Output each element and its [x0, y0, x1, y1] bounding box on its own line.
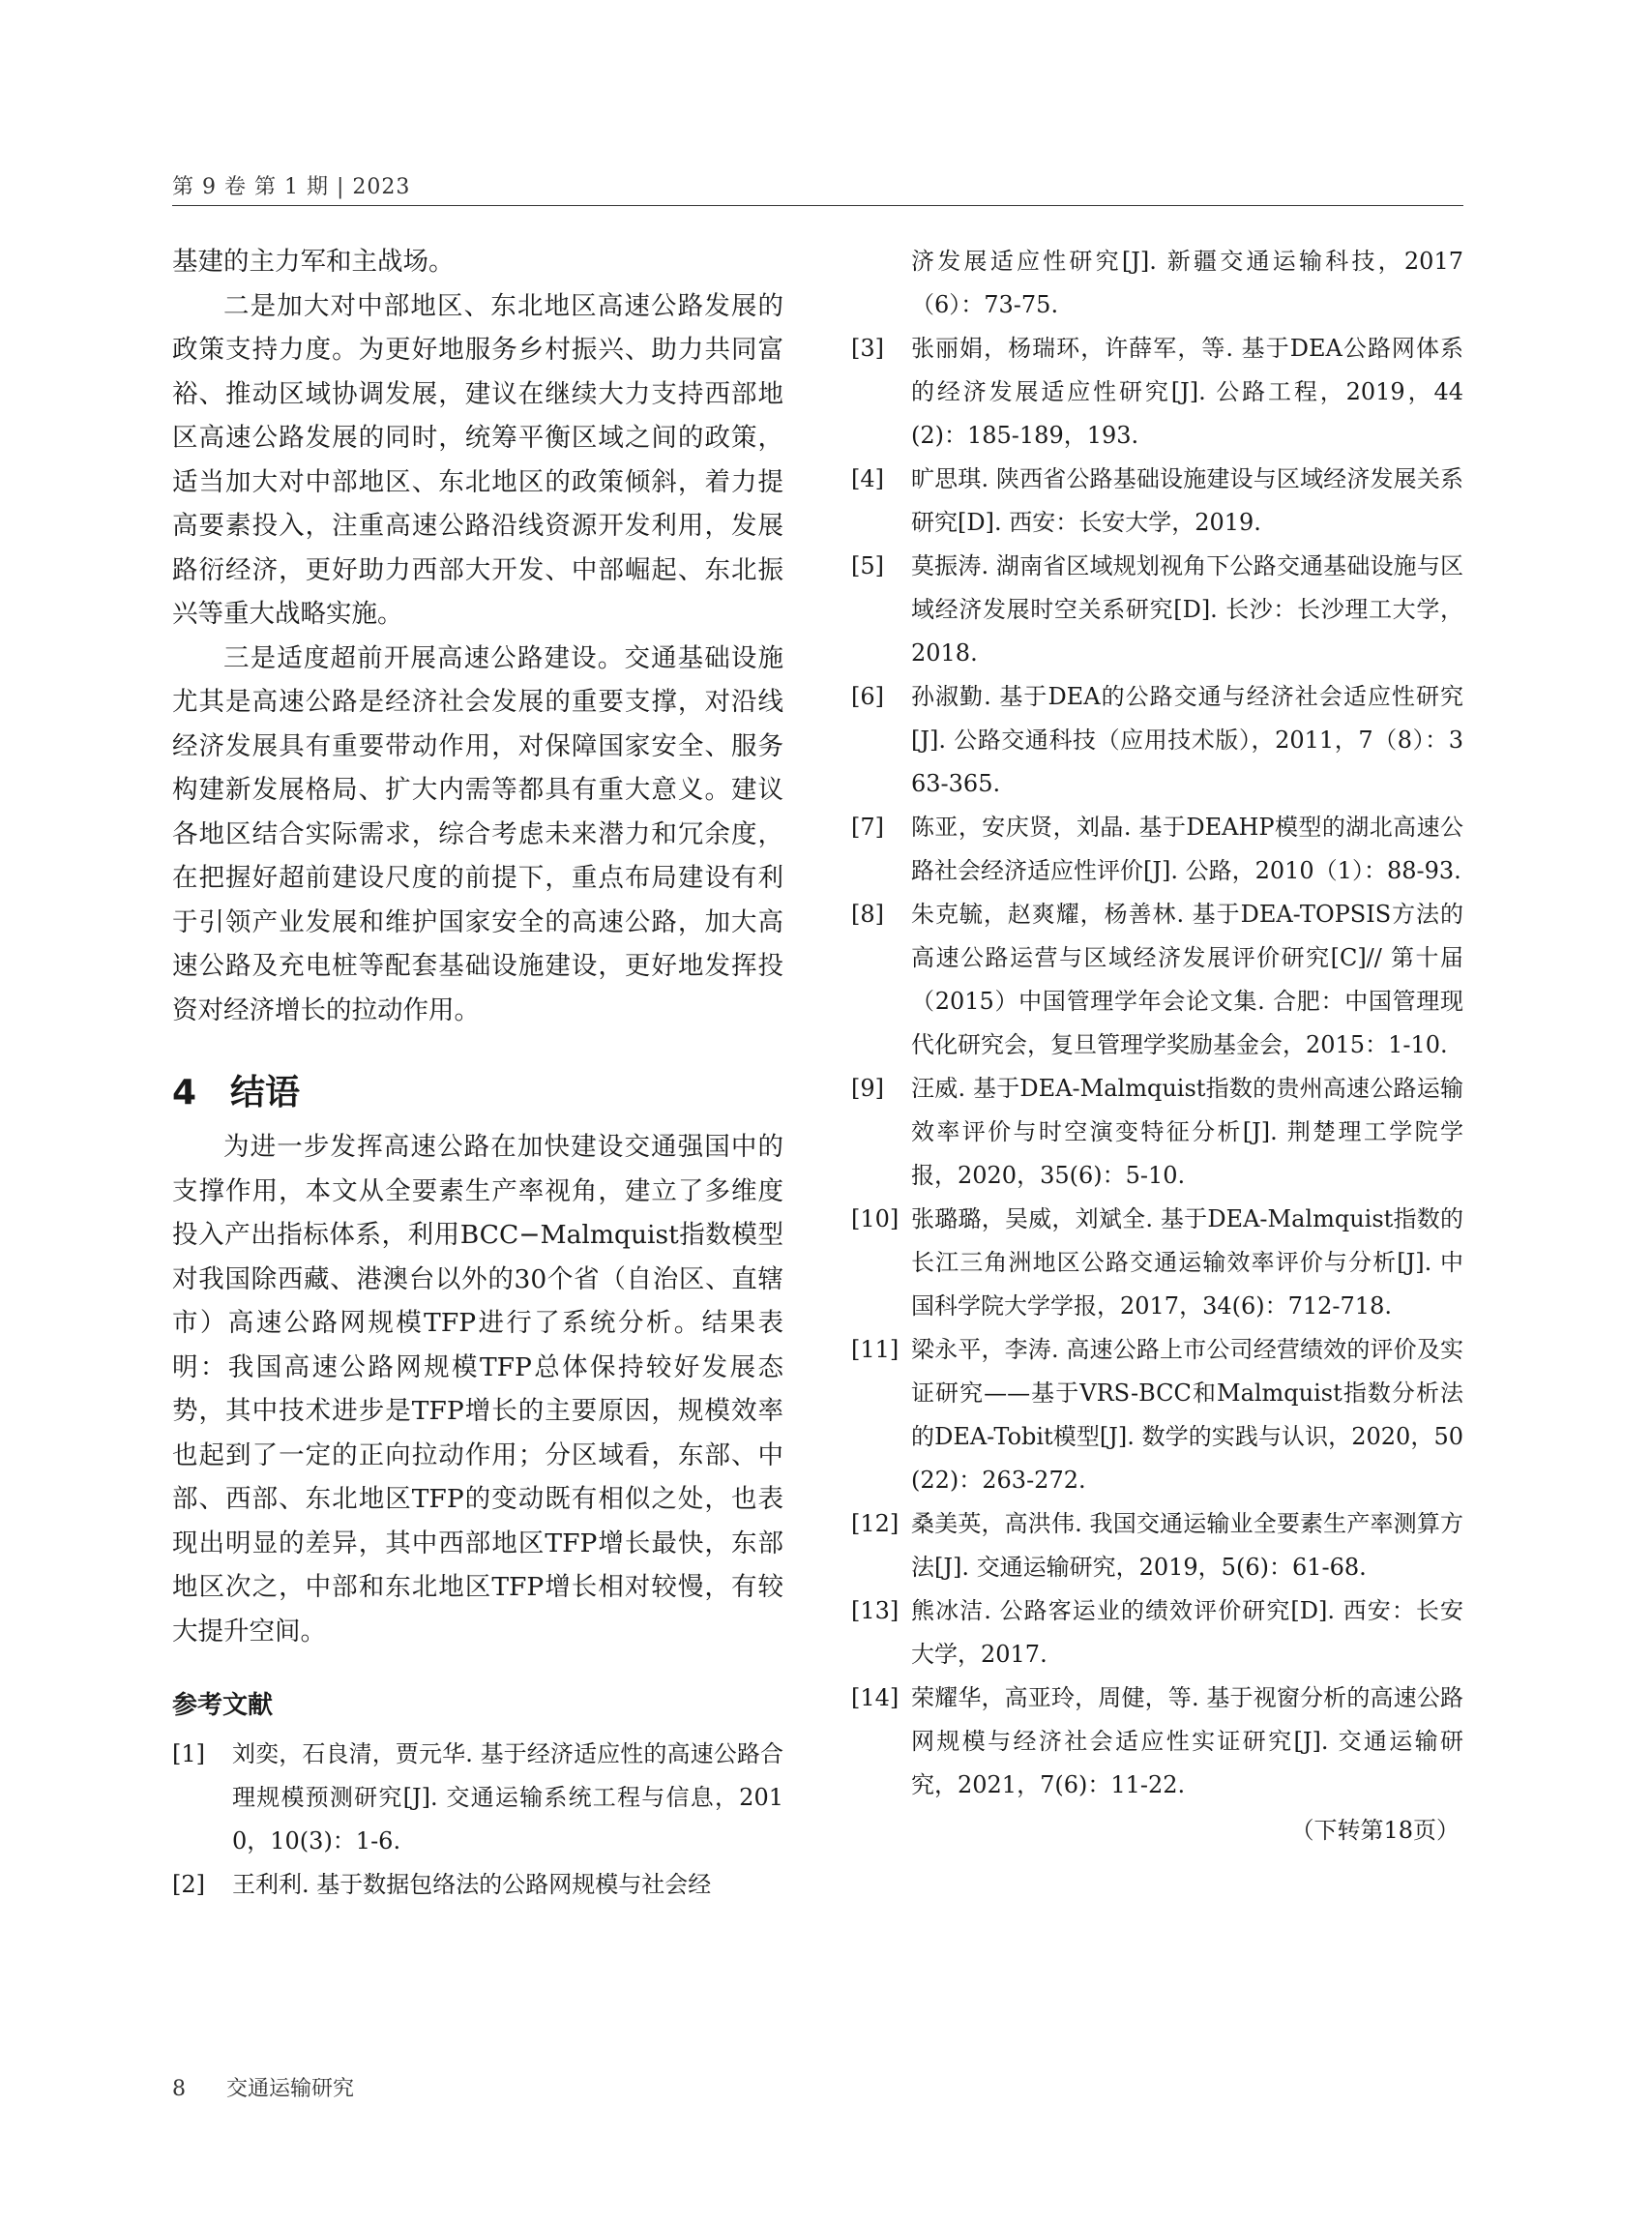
- reference-number: [12]: [851, 1510, 900, 1537]
- reference-number: [6]: [851, 683, 884, 710]
- reference-continuation: 济发展适应性研究[J]. 新疆交通运输科技，2017（6）：73-75.: [911, 248, 1463, 318]
- reference-item: [851, 545, 1463, 675]
- reference-number: [1]: [172, 1740, 205, 1767]
- body-paragraph: 基建的主力军和主战场。: [172, 247, 455, 277]
- reference-list: [172, 1733, 783, 1907]
- reference-number: [7]: [851, 814, 884, 841]
- reference-text: 梁永平，李涛. 高速公路上市公司经营绩效的评价及实证研究——基于VRS-BCC和Malmquist指数分析法的DEA-Tobit模型[J]. 数学的实践与认识，2020，50(22)：263-272.: [911, 1336, 1463, 1494]
- reference-item: [172, 1863, 783, 1907]
- reference-item: [851, 1502, 1463, 1589]
- reference-text: 朱克毓，赵爽耀，杨善林. 基于DEA-TOPSIS方法的高速公路运营与区域经济发展评价研究[C]// 第十届（2015）中国管理学年会论文集. 合肥：中国管理现代化研究会，复旦管理学奖励基金会，2015：1-10.: [911, 901, 1463, 1058]
- journal-name: 交通运输研究: [226, 2077, 355, 2101]
- reference-text: 张丽娟，杨瑞环，许薛军，等. 基于DEA公路网体系的经济发展适应性研究[J]. 公路工程，2019，44(2)：185-189，193.: [911, 335, 1463, 449]
- reference-item: [851, 806, 1463, 893]
- section-number: 4: [172, 1073, 197, 1112]
- reference-number: [9]: [851, 1075, 884, 1102]
- reference-number: [13]: [851, 1597, 900, 1624]
- section-heading: [172, 1069, 783, 1117]
- reference-number: [14]: [851, 1684, 900, 1711]
- reference-item: [851, 1676, 1463, 1807]
- reference-item: [851, 1589, 1463, 1676]
- reference-number: [5]: [851, 552, 884, 579]
- references-heading: 参考文献: [172, 1691, 274, 1720]
- reference-item: [851, 675, 1463, 806]
- right-column: [851, 240, 1463, 1850]
- reference-item: [172, 1733, 783, 1863]
- reference-text: 荣耀华，高亚玲，周健，等. 基于视窗分析的高速公路网规模与经济社会适应性实证研究[J]. 交通运输研究，2021，7(6)：11-22.: [911, 1684, 1463, 1798]
- reference-text: 莫振涛. 湖南省区域规划视角下公路交通基础设施与区域经济发展时空关系研究[D]. 长沙：长沙理工大学，2018.: [911, 552, 1463, 667]
- reference-number: [8]: [851, 901, 884, 928]
- reference-item: [851, 458, 1463, 545]
- section-title: 结语: [230, 1073, 301, 1112]
- conclusion-paragraph: 为进一步发挥高速公路在加快建设交通强国中的支撑作用，本文从全要素生产率视角，建立了多维度投入产出指标体系，利用BCC−Malmquist指数模型对我国除西藏、港澳台以外的30个省（自治区、直辖市）高速公路网规模TFP进行了系统分析。结果表明：我国高速公路网规模TFP总体保持较好发展态势，其中技术进步是TFP增长的主要原因，规模效率也起到了一定的正向拉动作用；分区域看，东部、中部、西部、东北地区TFP的变动既有相似之处，也表现出明显的差异，其中西部地区TFP增长最快，东部地区次之，中部和东北地区TFP增长相对较慢，有较大提升空间。: [172, 1132, 783, 1646]
- body-paragraph: 三是适度超前开展高速公路建设。交通基础设施尤其是高速公路是经济社会发展的重要支撑，对沿线经济发展具有重要带动作用，对保障国家安全、服务构建新发展格局、扩大内需等都具有重大意义。建议各地区结合实际需求，综合考虑未来潜力和冗余度，在把握好超前建设尺度的前提下，重点布局建设有利于引领产业发展和维护国家安全的高速公路，加大高速公路及充电桩等配套基础设施建设，更好地发挥投资对经济增长的拉动作用。: [172, 642, 783, 1025]
- continued-note: （下转第18页）: [1290, 1817, 1460, 1844]
- reference-item: [851, 327, 1463, 458]
- reference-text: 孙淑勤. 基于DEA的公路交通与经济社会适应性研究[J]. 公路交通科技（应用技术版），2011，7（8）：363-365.: [911, 683, 1463, 797]
- reference-number: [10]: [851, 1205, 900, 1232]
- reference-number: [2]: [172, 1871, 205, 1898]
- reference-text: 张璐璐，吴威，刘斌全. 基于DEA-Malmquist指数的长江三角洲地区公路交通运输效率评价与分析[J]. 中国科学院大学学报，2017，34(6)：712-718.: [911, 1205, 1463, 1320]
- reference-number: [4]: [851, 465, 884, 492]
- reference-text: 熊冰洁. 公路客运业的绩效评价研究[D]. 西安：长安大学，2017.: [911, 1597, 1463, 1668]
- page-footer: [172, 2072, 354, 2102]
- reference-list: [851, 327, 1463, 1807]
- running-title: 第 9 卷 第 1 期 | 2023: [172, 175, 411, 199]
- reference-item: [851, 1328, 1463, 1502]
- reference-item: [851, 1198, 1463, 1328]
- reference-text: 刘奕，石良清，贾元华. 基于经济适应性的高速公路合理规模预测研究[J]. 交通运输系统工程与信息，2010，10(3)：1-6.: [232, 1740, 783, 1854]
- reference-text: 桑美英，高洪伟. 我国交通运输业全要素生产率测算方法[J]. 交通运输研究，2019，5(6)：61-68.: [911, 1510, 1463, 1581]
- body-paragraph: 二是加大对中部地区、东北地区高速公路发展的政策支持力度。为更好地服务乡村振兴、助力共同富裕、推动区域协调发展，建议在继续大力支持西部地区高速公路发展的同时，统筹平衡区域之间的政策，适当加大对中部地区、东北地区的政策倾斜，着力提高要素投入，注重高速公路沿线资源开发利用，发展路衍经济，更好助力西部大开发、中部崛起、东北振兴等重大战略实施。: [172, 290, 783, 629]
- reference-item: [851, 893, 1463, 1067]
- header-rule: [172, 205, 1463, 206]
- reference-number: [11]: [851, 1336, 900, 1363]
- left-column: [172, 240, 783, 1907]
- reference-text: 旷思琪. 陕西省公路基础设施建设与区域经济发展关系研究[D]. 西安：长安大学，2019.: [911, 465, 1463, 536]
- reference-text: 王利利. 基于数据包络法的公路网规模与社会经: [232, 1871, 712, 1898]
- reference-text: 汪威. 基于DEA-Malmquist指数的贵州高速公路运输效率评价与时空演变特征分析[J]. 荆楚理工学院学报，2020，35(6)：5-10.: [911, 1075, 1463, 1189]
- page-number: 8: [172, 2077, 186, 2101]
- reference-text: 陈亚，安庆贤，刘晶. 基于DEAHP模型的湖北高速公路社会经济适应性评价[J]. 公路，2010（1）：88-93.: [911, 814, 1463, 884]
- reference-item: [851, 1067, 1463, 1198]
- running-header: [172, 170, 1463, 200]
- reference-number: [3]: [851, 335, 884, 362]
